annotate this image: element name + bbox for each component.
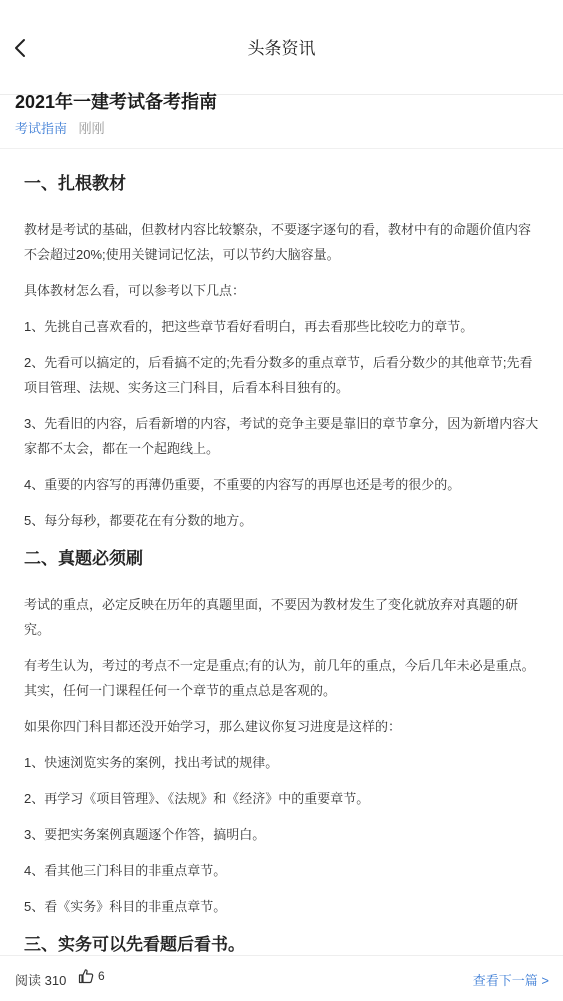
thumbs-up-icon (78, 968, 94, 984)
divider (0, 148, 563, 149)
section-heading: 二、真题必须刷 (24, 549, 143, 568)
like-count: 6 (98, 969, 105, 983)
paragraph: 4、重要的内容写的再薄仍重要，不重要的内容写的再厚也还是考的很少的。 (24, 477, 461, 492)
bottom-action-bar (0, 955, 563, 1001)
next-article-link[interactable]: 查看下一篇 > (472, 973, 549, 988)
paragraph: 5、每分每秒，都要花在有分数的地方。 (24, 513, 253, 528)
paragraph: 有考生认为，考过的考点不一定是重点;有的认为，前几年的重点，今后几年未必是重点。其实，任何一门课程任何一个章节的重点总是客观的。 (24, 658, 535, 698)
top-nav-bar (0, 0, 563, 95)
article-title: 2021年一建考试备考指南 (15, 92, 218, 112)
page-title: 头条资讯 (247, 39, 316, 58)
like-button[interactable] (78, 968, 105, 984)
article-body (24, 172, 539, 957)
article-meta (15, 118, 105, 137)
read-count: 阅读 310 (15, 973, 67, 988)
paragraph: 4、看其他三门科目的非重点章节。 (24, 863, 227, 878)
paragraph: 如果你四门科目都还没开始学习，那么建议你复习进度是这样的： (24, 719, 402, 734)
paragraph: 2、先看可以搞定的，后看搞不定的;先看分数多的重点章节，后看分数少的其他章节;先看项目管理、法规、实务这三门科目，后看本科目独有的。 (24, 355, 533, 395)
paragraph: 3、要把实务案例真题逐个作答，搞明白。 (24, 827, 266, 842)
section-heading: 一、扎根教材 (24, 174, 126, 193)
section-heading: 三、实务可以先看题后看书。 (24, 935, 245, 954)
paragraph: 教材是考试的基础，但教材内容比较繁杂，不要逐字逐句的看，教材中有的命题价值内容不会超过20%;使用关键词记忆法，可以节约大脑容量。 (24, 222, 532, 262)
paragraph: 2、再学习《项目管理》、《法规》和《经济》中的重要章节。 (24, 791, 370, 806)
paragraph: 1、先挑自己喜欢看的，把这些章节看好看明白，再去看那些比较吃力的章节。 (24, 319, 474, 334)
paragraph: 1、快速浏览实务的案例，找出考试的规律。 (24, 755, 279, 770)
publish-time: 刚刚 (78, 121, 105, 136)
paragraph: 具体教材怎么看，可以参考以下几点： (24, 283, 246, 298)
paragraph: 3、先看旧的内容，后看新增的内容，考试的竞争主要是靠旧的章节拿分，因为新增内容大家都不太会，都在一个起跑线上。 (24, 416, 539, 456)
paragraph: 考试的重点，必定反映在历年的真题里面，不要因为教材发生了变化就放弃对真题的研究。 (24, 597, 519, 637)
paragraph: 5、看《实务》科目的非重点章节。 (24, 899, 227, 914)
category-link[interactable]: 考试指南 (15, 121, 68, 136)
